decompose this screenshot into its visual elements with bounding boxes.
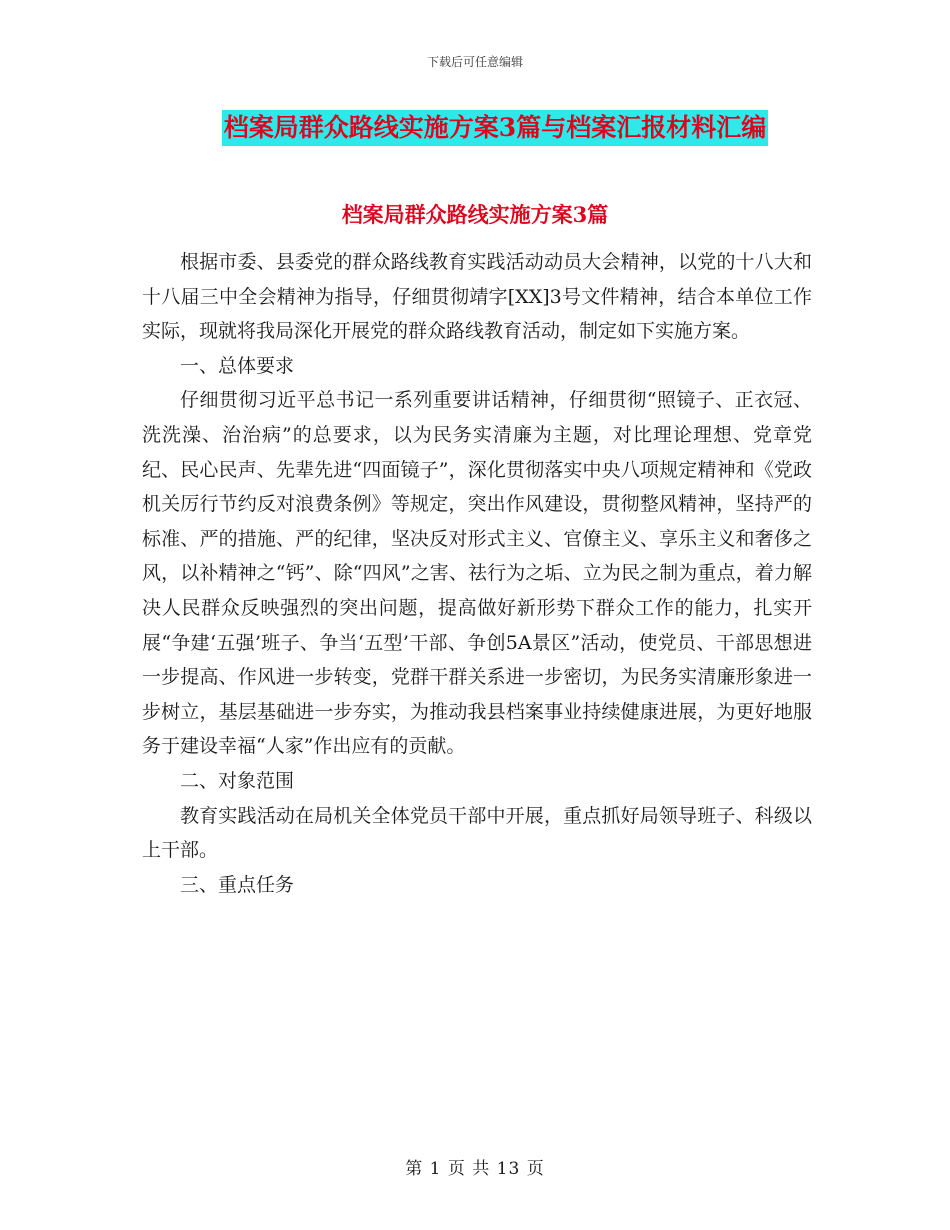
sub-title: 档案局群众路线实施方案3篇 bbox=[341, 202, 609, 227]
main-title: 档案局群众路线实施方案3篇与档案汇报材料汇编 bbox=[222, 110, 768, 146]
section-heading-general-requirements: 一、总体要求 bbox=[180, 354, 295, 377]
main-title-wrap bbox=[0, 110, 950, 146]
paragraph-intro: 根据市委、县委党的群众路线教育实践活动动员大会精神，以党的十八大和十八届三中全会精神为指导，仔细贯彻靖字[XX]3号文件精神，结合本单位工作实际，现就将我局深化开展党的群众路线教育活动，制定如下实施方案。 bbox=[142, 251, 812, 343]
document-body bbox=[142, 245, 812, 902]
header-note: 下载后可任意编辑 bbox=[426, 55, 523, 69]
paragraph-scope: 教育实践活动在局机关全体党员干部中开展，重点抓好局领导班子、科级以上干部。 bbox=[142, 804, 812, 862]
paragraph-general-requirements: 仔细贯彻习近平总书记一系列重要讲话精神，仔细贯彻“照镜子、正衣冠、洗洗澡、治治病”的总要求，以为民务实清廉为主题，对比理论理想、党章党纪、民心民声、先辈先进“四面镜子”，深化贯彻落实中央八项规定精神和《党政机关厉行节约反对浪费条例》等规定，突出作风建设，贯彻整风精神，坚持严的标准、严的措施、严的纪律，坚决反对形式主义、官僚主义、享乐主义和奢侈之风，以补精神之“钙”、除“四风”之害、祛行为之垢、立为民之制为重点，着力解决人民群众反映强烈的突出问题，提高做好新形势下群众工作的能力，扎实开展“争建‘五强’班子、争当‘五型’干部、争创5A景区”活动，使党员、干部思想进一步提高、作风进一步转变，党群干群关系进一步密切，为民务实清廉形象进一步树立，基层基础进一步夯实，为推动我县档案事业持续健康进展，为更好地服务于建设幸福“人家”作出应有的贡献。 bbox=[142, 389, 812, 758]
section-heading-key-tasks: 三、重点任务 bbox=[180, 873, 295, 896]
page-footer: 第 1 页 共 13 页 bbox=[405, 1159, 545, 1179]
section-heading-scope: 二、对象范围 bbox=[180, 769, 295, 792]
